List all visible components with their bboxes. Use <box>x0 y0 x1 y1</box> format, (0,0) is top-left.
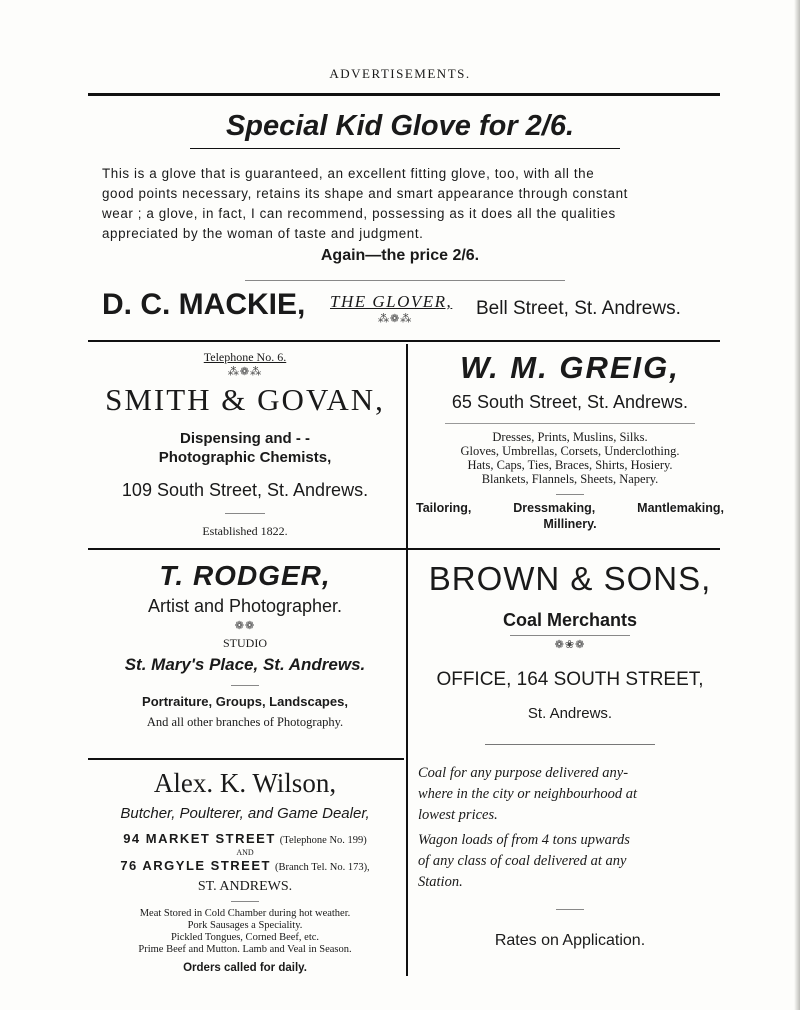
brown-wagon-line: of any class of coal delivered at any <box>418 853 627 869</box>
mackie-line <box>102 288 722 332</box>
wilson-note: Meat Stored in Cold Chamber during hot weather. <box>139 908 351 919</box>
smith-govan-ad <box>88 350 402 539</box>
divider <box>231 901 259 902</box>
wilson-orders: Orders called for daily. <box>183 962 307 974</box>
greig-millinery: Millinery. <box>543 517 597 531</box>
brown-wagon <box>410 830 730 893</box>
column-divider <box>406 344 408 976</box>
brown-office: OFFICE, 164 SOUTH STREET, <box>436 669 704 690</box>
brown-wagon-line: Station. <box>418 874 463 890</box>
wilson-tel-2: (Branch Tel. No. 173), <box>274 862 370 873</box>
wilson-and: AND <box>236 848 254 857</box>
rodger-studio-address: St. Mary's Place, St. Andrews. <box>124 655 366 674</box>
greig-goods-line: Gloves, Umbrellas, Corsets, Underclothing. <box>460 444 680 458</box>
ornament-icon: ❁❀❁ <box>554 639 586 651</box>
wilson-street-2: 76 ARGYLE STREET <box>120 858 271 873</box>
top-rule <box>88 93 720 96</box>
smith-trade-2: Photographic Chemists, <box>158 449 332 466</box>
wilson-name: Alex. K. Wilson, <box>153 768 337 798</box>
brown-wagon-line: Wagon loads of from 4 tons upwards <box>418 832 630 848</box>
section-rule-3 <box>88 758 404 760</box>
greig-service: Tailoring, <box>416 501 472 515</box>
glove-body-line: appreciated by the woman of taste and judgment. <box>102 226 424 241</box>
greig-goods-line: Dresses, Prints, Muslins, Silks. <box>492 430 648 444</box>
greig-ad <box>410 350 730 531</box>
divider <box>231 685 259 686</box>
ornament-icon: ⁂❁⁂ <box>227 366 263 378</box>
rodger-ad <box>88 560 402 730</box>
greig-address: 65 South Street, St. Andrews. <box>451 392 689 412</box>
divider <box>485 744 655 745</box>
ornament-icon: ❁❁ <box>234 620 256 632</box>
greig-services <box>410 501 730 515</box>
mackie-address: Bell Street, St. Andrews. <box>476 298 681 319</box>
divider <box>556 494 584 495</box>
brown-sons-ad <box>410 560 730 950</box>
glove-body-line: This is a glove that is guaranteed, an excellent fitting glove, too, with all the <box>102 166 595 181</box>
wilson-town: ST. ANDREWS. <box>197 879 293 894</box>
smith-name: SMITH & GOVAN, <box>105 382 385 417</box>
brown-delivery-line: lowest prices. <box>418 807 498 823</box>
wilson-note: Pickled Tongues, Corned Beef, etc. <box>170 932 320 943</box>
glove-headline: Special Kid Glove for 2/6. <box>225 110 575 142</box>
headline-underline <box>190 148 620 149</box>
page-edge-shadow <box>794 0 800 1010</box>
wilson-address-2 <box>88 857 402 875</box>
wilson-street-1: 94 MARKET STREET <box>123 831 276 846</box>
brown-town: St. Andrews. <box>527 705 613 722</box>
wilson-note: Prime Beef and Mutton. Lamb and Veal in Season. <box>138 944 352 955</box>
wilson-notes <box>88 908 402 956</box>
greig-service: Dressmaking, <box>513 501 596 515</box>
brown-rates: Rates on Application. <box>494 932 646 949</box>
greig-goods <box>410 430 730 486</box>
divider <box>556 909 584 910</box>
brown-delivery <box>410 763 730 826</box>
brown-delivery-line: where in the city or neighbourhood at <box>418 786 638 802</box>
greig-goods-line: Hats, Caps, Ties, Braces, Shirts, Hosiery. <box>467 458 673 472</box>
rodger-studio: STUDIO <box>223 636 267 650</box>
divider <box>225 513 265 514</box>
mackie-trade: THE GLOVER, <box>330 292 453 311</box>
rodger-other: And all other branches of Photography. <box>146 715 344 729</box>
price-divider <box>245 280 565 281</box>
greig-name: W. M. GREIG, <box>460 350 680 385</box>
glove-body-line: wear ; a glove, in fact, I can recommend, possessing as it does all the qualities <box>102 206 616 221</box>
divider <box>510 635 630 636</box>
glove-body-line: good points necessary, retains its shape and smart appearance through constant <box>102 186 628 201</box>
smith-telephone: Telephone No. 6. <box>203 350 287 364</box>
glove-body <box>102 164 712 244</box>
wilson-address-1 <box>88 830 402 848</box>
greig-service: Mantlemaking, <box>637 501 724 515</box>
ornament-icon: ⁂❁⁂ <box>378 313 413 325</box>
price-line: Again—the price 2/6. <box>320 247 480 264</box>
brown-trade: Coal Merchants <box>502 610 638 630</box>
wilson-tel-1: (Telephone No. 199) <box>279 835 367 846</box>
smith-established: Established 1822. <box>202 524 288 538</box>
rodger-trade: Artist and Photographer. <box>147 596 343 616</box>
divider <box>445 423 695 424</box>
rodger-name: T. RODGER, <box>159 560 331 591</box>
wilson-note: Pork Sausages a Speciality. <box>187 920 303 931</box>
wilson-ad <box>88 768 402 974</box>
mackie-name: D. C. MACKIE, <box>102 288 306 321</box>
running-head: ADVERTISEMENTS. <box>329 66 471 81</box>
brown-delivery-line: Coal for any purpose delivered any- <box>418 765 629 781</box>
smith-trade-1: Dispensing and - - <box>179 430 310 447</box>
smith-address: 109 South Street, St. Andrews. <box>121 480 369 500</box>
greig-goods-line: Blankets, Flannels, Sheets, Napery. <box>481 472 659 486</box>
rodger-specialties: Portraiture, Groups, Landscapes, <box>142 694 348 709</box>
brown-name: BROWN & SONS, <box>428 560 712 597</box>
section-rule-1 <box>88 340 720 342</box>
wilson-trade: Butcher, Poulterer, and Game Dealer, <box>120 805 370 822</box>
section-rule-2 <box>88 548 720 550</box>
